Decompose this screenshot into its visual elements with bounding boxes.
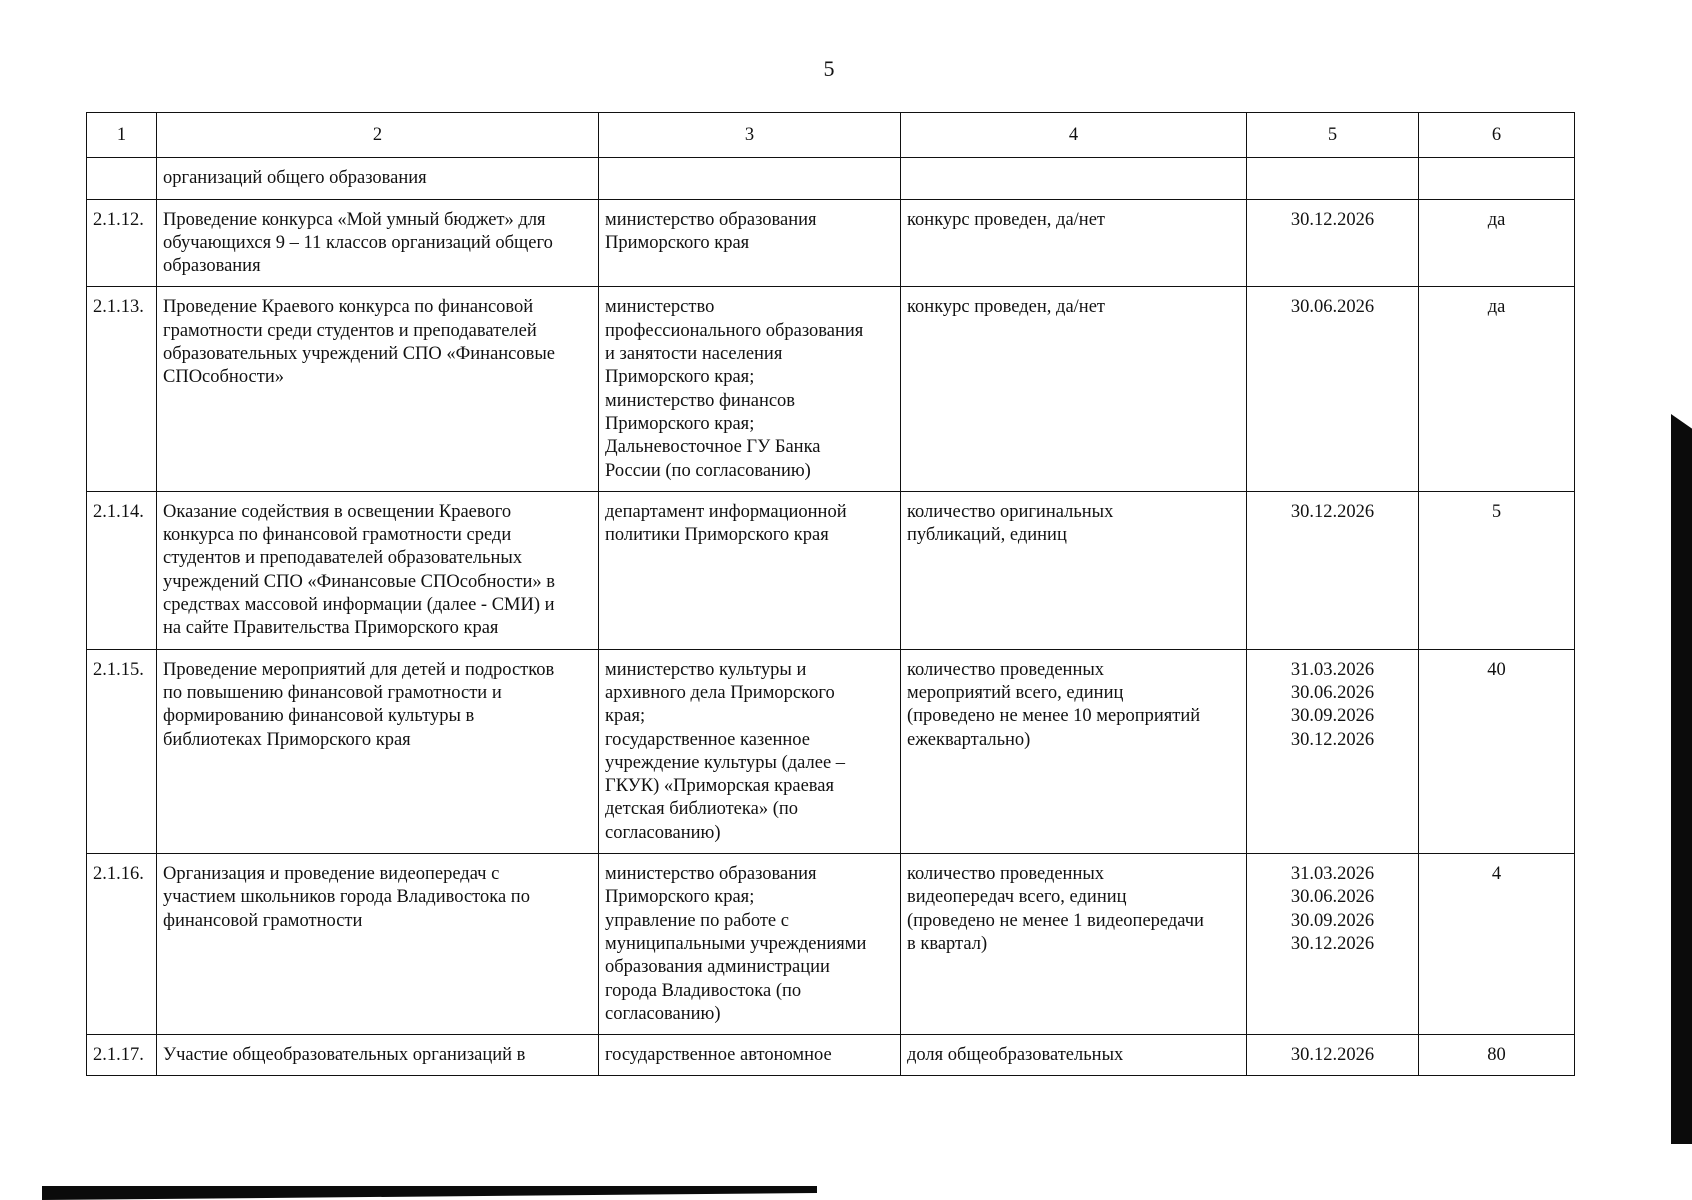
text-line: Приморского края; — [605, 887, 755, 908]
text-line: мероприятий всего, единиц — [907, 682, 1124, 703]
deadline-cell — [1247, 649, 1419, 853]
executor-cell — [599, 158, 901, 199]
text-line: министерство культуры и — [605, 659, 807, 680]
table-row — [87, 199, 1575, 287]
text-line: Участие общеобразовательных организаций в — [163, 1045, 526, 1066]
text-line: формированию финансовой культуры в — [163, 706, 475, 727]
text-line: Проведение конкурса «Мой умный бюджет» для — [163, 209, 546, 230]
text-line: министерство финансов — [605, 390, 796, 411]
text-line: организаций общего образования — [163, 168, 427, 189]
text-line: 30.06.2026 — [1290, 297, 1375, 318]
text-line: СПОсобности» — [163, 367, 284, 388]
activity-cell — [157, 649, 599, 853]
text-line: ежеквартально) — [907, 729, 1031, 750]
executor-cell — [599, 649, 901, 853]
table-row — [87, 491, 1575, 649]
text-line: образовательных учреждений СПО «Финансовые — [163, 344, 556, 365]
text-line: конкурса по финансовой грамотности среди — [163, 525, 512, 546]
activity-cell — [157, 854, 599, 1035]
indicator-cell — [901, 491, 1247, 649]
text-line: государственное автономное — [605, 1045, 832, 1066]
target-value-cell — [1419, 158, 1575, 199]
table-row — [87, 854, 1575, 1035]
text-line: управление по работе с — [605, 910, 789, 931]
text-line: Приморского края; — [605, 367, 755, 388]
target-value-cell: да — [1419, 287, 1575, 491]
text-line: ГКУК) «Приморская краевая — [605, 776, 834, 797]
column-header: 4 — [901, 113, 1247, 158]
text-line: Организация и проведение видеопередач с — [163, 864, 500, 885]
text-line: библиотеках Приморского края — [163, 729, 411, 750]
text-line: политики Приморского края — [605, 525, 829, 546]
text-line: 30.06.2026 — [1290, 887, 1375, 908]
text-line: министерство — [605, 297, 715, 318]
text-line: доля общеобразовательных — [907, 1045, 1124, 1066]
text-line: России (по согласованию) — [605, 460, 811, 481]
text-line: Оказание содействия в освещении Краевого — [163, 501, 512, 522]
text-line: 30.12.2026 — [1290, 933, 1375, 954]
executor-cell — [599, 491, 901, 649]
item-number-cell: 2.1.16. — [87, 854, 157, 1035]
text-line: детская библиотека» (по — [605, 799, 799, 820]
text-line: 31.03.2026 — [1290, 659, 1375, 680]
text-line: Приморского края — [605, 232, 750, 253]
text-line: обучающихся 9 – 11 классов организаций общего — [163, 232, 553, 253]
table-row — [87, 1035, 1575, 1076]
text-line: студентов и преподавателей образовательных — [163, 548, 523, 569]
activity-cell — [157, 287, 599, 491]
text-line: конкурс проведен, да/нет — [907, 209, 1105, 230]
executor-cell — [599, 854, 901, 1035]
target-value-cell: 5 — [1419, 491, 1575, 649]
text-line: 30.06.2026 — [1290, 682, 1375, 703]
text-line: учреждение культуры (далее – — [605, 752, 846, 773]
text-line: по повышению финансовой грамотности и — [163, 682, 502, 703]
column-header: 1 — [87, 113, 157, 158]
deadline-cell — [1247, 1035, 1419, 1076]
page-number: 5 — [823, 56, 835, 81]
table-row — [87, 649, 1575, 853]
indicator-cell — [901, 158, 1247, 199]
text-line: конкурс проведен, да/нет — [907, 297, 1105, 318]
scan-artifact-bottom-edge — [42, 1186, 817, 1200]
deadline-cell — [1247, 287, 1419, 491]
column-number-row — [87, 113, 1575, 158]
item-number-cell: 2.1.13. — [87, 287, 157, 491]
executor-cell — [599, 287, 901, 491]
text-line: средствах массовой информации (далее - СМИ) и — [163, 595, 555, 616]
deadline-cell — [1247, 491, 1419, 649]
item-number-cell: 2.1.14. — [87, 491, 157, 649]
column-header: 6 — [1419, 113, 1575, 158]
text-line: (проведено не менее 1 видеопередачи — [907, 910, 1204, 931]
target-value-cell: 80 — [1419, 1035, 1575, 1076]
text-line: финансовой грамотности — [163, 910, 363, 931]
deadline-cell — [1247, 854, 1419, 1035]
activity-cell — [157, 491, 599, 649]
text-line: государственное казенное — [605, 729, 810, 750]
column-header: 2 — [157, 113, 599, 158]
item-number-cell — [87, 158, 157, 199]
text-line: архивного дела Приморского — [605, 682, 835, 703]
text-line: профессионального образования — [605, 320, 864, 341]
text-line: в квартал) — [907, 933, 988, 954]
target-value-cell: 40 — [1419, 649, 1575, 853]
item-number-cell: 2.1.17. — [87, 1035, 157, 1076]
column-header: 3 — [599, 113, 901, 158]
text-line: города Владивостока (по — [605, 980, 802, 1001]
text-line: Дальневосточное ГУ Банка — [605, 437, 821, 458]
text-line: 30.12.2026 — [1290, 501, 1375, 522]
text-line: 30.12.2026 — [1290, 1045, 1375, 1066]
target-value-cell: да — [1419, 199, 1575, 287]
column-header: 5 — [1247, 113, 1419, 158]
text-line: количество проведенных — [907, 864, 1105, 885]
text-line: 31.03.2026 — [1290, 864, 1375, 885]
text-line: 30.12.2026 — [1290, 209, 1375, 230]
text-line: участием школьников города Владивостока по — [163, 887, 530, 908]
executor-cell — [599, 1035, 901, 1076]
text-line: Проведение мероприятий для детей и подростков — [163, 659, 555, 680]
deadline-cell — [1247, 158, 1419, 199]
executor-cell — [599, 199, 901, 287]
text-line: образования администрации — [605, 957, 830, 978]
text-line: 30.09.2026 — [1290, 910, 1375, 931]
text-line: министерство образования — [605, 209, 817, 230]
activity-cell — [157, 1035, 599, 1076]
item-number-cell: 2.1.12. — [87, 199, 157, 287]
text-line: министерство образования — [605, 864, 817, 885]
indicator-cell — [901, 1035, 1247, 1076]
text-line: Приморского края; — [605, 413, 755, 434]
scan-artifact-right-edge — [1671, 414, 1692, 1144]
table-row — [87, 158, 1575, 199]
deadline-cell — [1247, 199, 1419, 287]
activity-cell — [157, 199, 599, 287]
activities-table — [86, 112, 1575, 1076]
text-line: (проведено не менее 10 мероприятий — [907, 706, 1201, 727]
indicator-cell — [901, 854, 1247, 1035]
text-line: грамотности среди студентов и преподавателей — [163, 320, 537, 341]
indicator-cell — [901, 649, 1247, 853]
activity-cell — [157, 158, 599, 199]
indicator-cell — [901, 287, 1247, 491]
text-line: учреждений СПО «Финансовые СПОсобности» в — [163, 571, 556, 592]
table-row — [87, 287, 1575, 491]
text-line: департамент информационной — [605, 501, 847, 522]
text-line: 30.09.2026 — [1290, 706, 1375, 727]
target-value-cell: 4 — [1419, 854, 1575, 1035]
text-line: на сайте Правительства Приморского края — [163, 618, 499, 639]
text-line: публикаций, единиц — [907, 525, 1067, 546]
text-line: согласованию) — [605, 822, 721, 843]
indicator-cell — [901, 199, 1247, 287]
item-number-cell: 2.1.15. — [87, 649, 157, 853]
text-line: края; — [605, 706, 646, 727]
text-line: образования — [163, 256, 261, 277]
text-line: и занятости населения — [605, 344, 783, 365]
text-line: муниципальными учреждениями — [605, 933, 867, 954]
text-line: 30.12.2026 — [1290, 729, 1375, 750]
text-line: Проведение Краевого конкурса по финансовой — [163, 297, 534, 318]
text-line: количество проведенных — [907, 659, 1105, 680]
text-line: видеопередач всего, единиц — [907, 887, 1127, 908]
text-line: согласованию) — [605, 1003, 721, 1024]
text-line: количество оригинальных — [907, 501, 1114, 522]
